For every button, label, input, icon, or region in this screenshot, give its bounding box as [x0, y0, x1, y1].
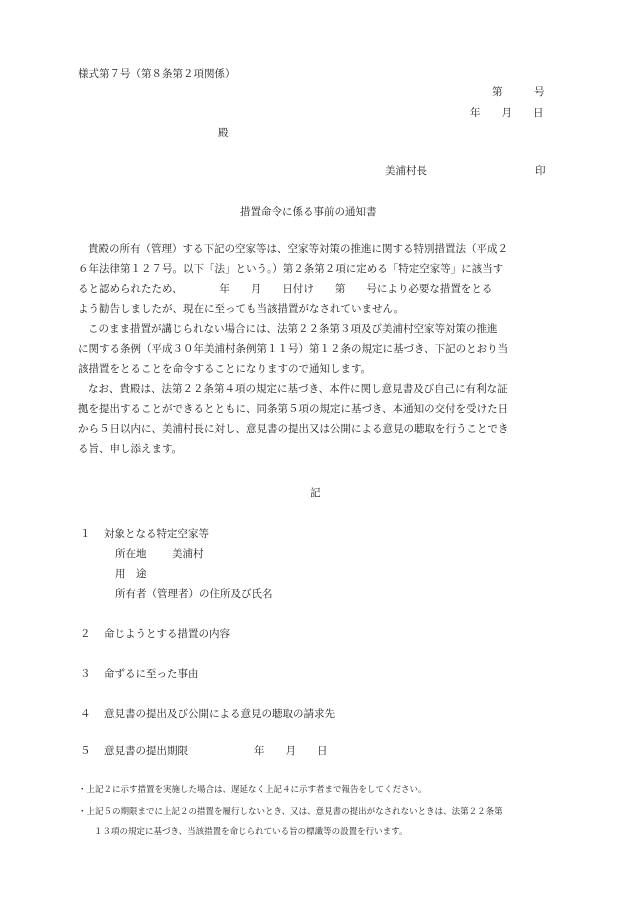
paragraph-line: よう勧告しましたが、現在に至っても当該措置がなされていません。 — [78, 303, 405, 315]
note-2-line-1: ・上記５の期限までに上記２の措置を履行しないとき、又は、意見書の提出がなされないときは、法第２２条第 — [78, 807, 503, 817]
item-4-label: 意見書の提出及び公開による意見の聴取の請求先 — [104, 708, 335, 720]
document-date: 年 月 日 — [470, 107, 544, 119]
sender-name: 美浦村長 — [385, 165, 427, 177]
document-number: 第 号 — [492, 86, 545, 98]
paragraph-line: ６年法律第１２７号。以下「法」という。）第２条第２項に定める「特定空家等」に該当す — [78, 263, 504, 275]
item-2-label: 命じようとする措置の内容 — [104, 628, 230, 640]
paragraph-line: 拠を提出することができるとともに、同条第５項の規定に基づき、本通知の交付を受けた日 — [78, 403, 509, 415]
item-1-number: １ — [80, 528, 91, 540]
item-5-deadline: 年 月 日 — [254, 745, 328, 757]
item-2-number: ２ — [80, 628, 91, 640]
paragraph-line: 該措置をとることを命令することになりますので通知します。 — [78, 363, 372, 375]
paragraph-line: る旨、申し添えます。 — [78, 443, 183, 455]
item-1-label: 対象となる特定空家等 — [104, 528, 209, 540]
note-2-line-2: １３項の規定に基づき、当該措置を命じられている旨の標識等の設置を行います。 — [94, 827, 408, 837]
use-label: 用 途 — [115, 568, 147, 580]
ki-heading: 記 — [310, 487, 321, 499]
location-value: 美浦村 — [172, 548, 204, 560]
item-3-label: 命ずるに至った事由 — [104, 668, 199, 680]
recipient-honorific: 殿 — [218, 127, 229, 139]
item-5-label: 意見書の提出期限 — [104, 745, 188, 757]
owner-label: 所有者（管理者）の住所及び氏名 — [115, 588, 273, 600]
paragraph-line: ると認められたため、 年 月 日付け 第 号により必要な措置をとる — [78, 283, 493, 295]
seal-mark: 印 — [535, 165, 546, 177]
paragraph-line: このまま措置が講じられない場合には、法第２２条第３項及び美浦村空家等対策の推進 — [88, 323, 498, 335]
paragraph-line: から５日以内に、美浦村長に対し、意見書の提出又は公開による意見の聴取を行うことでき — [78, 423, 509, 435]
paragraph-line: なお、貴殿は、法第２２条第４項の規定に基づき、本件に関し意見書及び自己に有利な証 — [88, 383, 508, 395]
paragraph-1 — [78, 239, 554, 319]
paragraph-line: に関する条例（平成３０年美浦村条例第１１号）第１２条の規定に基づき、下記のとおり当 — [78, 343, 509, 355]
note-1: ・上記２に示す措置を実施した場合は、遅延なく上記４に示す者まで報告をしてください。 — [78, 785, 427, 795]
item-5-number: ５ — [80, 745, 91, 757]
paragraph-line: 貴殿の所有（管理）する下記の空家等は、空家等対策の推進に関する特別措置法（平成２ — [88, 243, 508, 255]
location-label: 所在地 — [115, 548, 147, 560]
paragraph-2 — [78, 319, 554, 379]
item-3-number: ３ — [80, 668, 91, 680]
item-4-number: ４ — [80, 708, 91, 720]
document-title: 措置命令に係る事前の通知書 — [240, 206, 377, 218]
form-number: 様式第７号（第８条第２項関係） — [78, 68, 236, 80]
paragraph-3 — [78, 379, 554, 459]
